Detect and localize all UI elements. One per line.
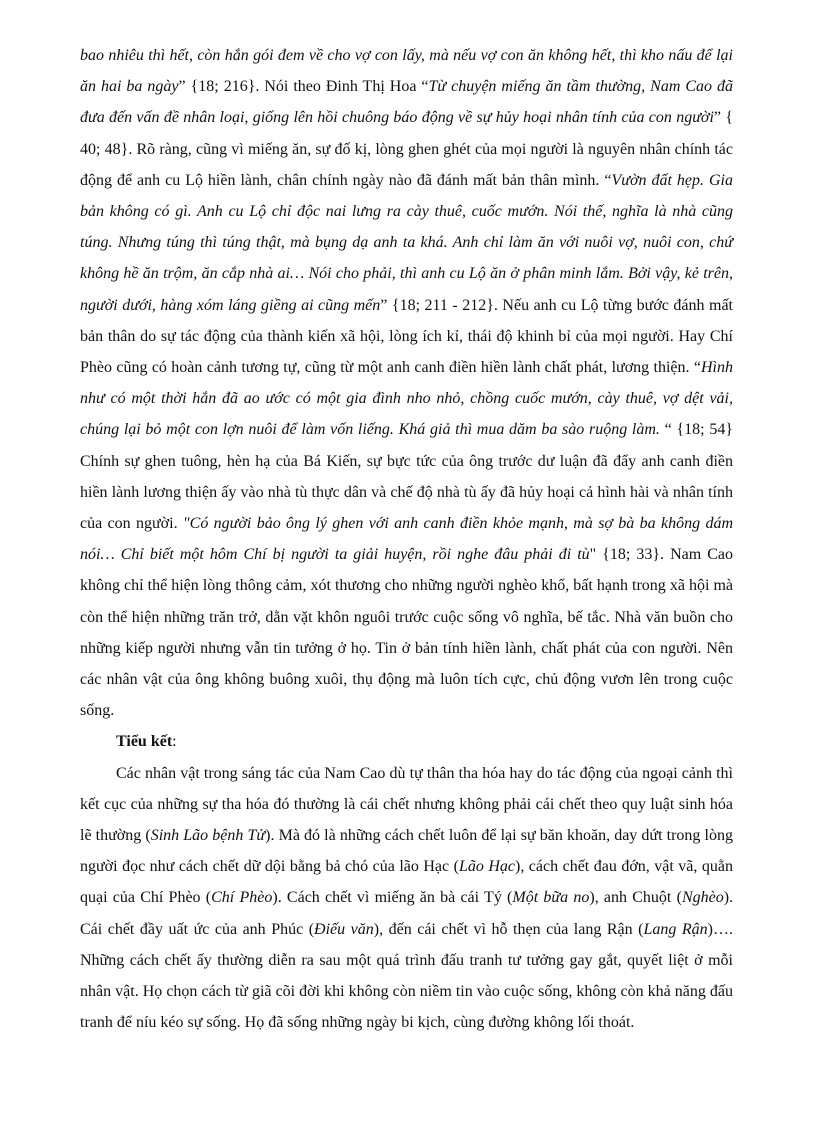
italic-quote-text: Nghèo [681, 889, 724, 907]
body-text: ), anh Chuột ( [589, 889, 682, 907]
section-heading-suffix: : [172, 733, 177, 751]
italic-quote-text: Lang Rận [643, 920, 708, 938]
italic-quote-text: Lão Hạc [458, 858, 515, 876]
body-text: ). Cách chết vì miếng ăn bà cái Tý ( [272, 889, 513, 907]
body-text: Các nhân vật trong sáng tác của Nam Cao dù tự thân tha hóa hay do tác động của ngoại cảnh thì kết cục của những sự tha hóa đó thường là cái chết nhưng không phải cái chết theo quy luật sinh hóa lẽ thường ( [80, 764, 733, 845]
body-text: )…. Những cách chết ấy thường diễn ra sau một quá trình đấu tranh tư tưởng gay gắt, quyết liệt ở mỗi nhân vật. Họ chọn cách từ giã cõi đời khi không còn niềm tin vào cuộc sống, không còn khả năng đấu tranh để níu kéo sự sống. Họ đã sống những ngày bi kịch, cùng đường không lối thoát. [80, 920, 733, 1032]
document-page [80, 40, 733, 1039]
italic-quote-text: bao nhiêu thì hết, còn hắn gói đem về cho vợ con lấy, mà nếu vợ con ăn không hết, thì kho nấu để lại ăn hai ba ngày [80, 47, 733, 96]
italic-quote-text: Vườn đất hẹp. Gia bản không có gì. Anh cu Lộ chỉ độc nai lưng ra cày thuê, cuốc mướn. Nói thế, nghĩa là nhà cũng túng. Nhưng túng thì túng thật, mà bụng dạ anh ta khá. Anh chỉ làm ăn với nuôi vợ, nuôi con, chứ không hề ăn trộm, ăn cắp nhà ai… Nói cho phải, thì anh cu Lộ ăn ở phân minh lắm. Bởi vậy, kẻ trên, người dưới, hàng xóm láng giềng ai cũng mến [80, 171, 733, 314]
body-text: “ {18; 54} Chính sự ghen tuông, hèn hạ của Bá Kiến, sự bực tức của ông trước dư luận đã đẩy anh canh điền hiền lành lương thiện ấy vào nhà tù thực dân và chế độ nhà tù ấy đã hủy hoại cả hình hài và nhân tính của con người. [80, 421, 733, 533]
italic-quote-text: Từ chuyện miếng ăn tầm thường, Nam Cao đã đưa đến vấn đề nhân loại, giống lên hồi chuông báo động về sự hủy hoại nhân tính của con người [80, 78, 734, 127]
body-text: ” {18; 216}. Nói theo Đinh Thị Hoa “ [178, 78, 429, 96]
italic-quote-text: "Có người bảo ông lý ghen với anh canh điền khỏe mạnh, mà sợ bà ba không dám nói… Chỉ biết một hôm Chí bị người ta giải huyện, rồi nghe đâu phải đi tù [80, 515, 733, 564]
body-text: ” { 40; 48}. Rõ ràng, cũng vì miếng ăn, sự đố kị, lòng ghen ghét của mọi người là nguyên nhân chính tác động để anh cu Lộ hiền lành, chân chính ngày nào đã đánh mất bản thân mình. “ [80, 109, 734, 189]
conclusion-paragraph [80, 758, 733, 1039]
body-text: ). Mà đó là những cách chết luôn để lại sự băn khoăn, day dứt trong lòng người đọc như cách chết dữ dội bằng bả chó của lão Hạc ( [80, 827, 733, 876]
body-text: ), đến cái chết vì hỗ thẹn của lang Rận ( [373, 920, 644, 938]
italic-quote-text: Chí Phèo [211, 889, 273, 907]
italic-quote-text: Sinh Lão bệnh Tử [150, 827, 266, 845]
section-heading: Tiểu kết [116, 733, 173, 751]
italic-quote-text: Điếu văn [314, 920, 374, 938]
body-paragraph [80, 40, 733, 726]
italic-quote-text: Một bữa no [512, 889, 590, 907]
section-heading-line [80, 726, 733, 757]
body-text: ), cách chết đau đớn, vật vã, quằn quại của Chí Phèo ( [80, 858, 734, 907]
body-text: " {18; 33}. Nam Cao không chỉ thể hiện lòng thông cảm, xót thương cho những người nghèo khổ, bất hạnh trong xã hội mà còn thể hiện những trăn trở, dằn vặt khôn nguôi trước cuộc sống vô nghĩa, bế tắc. Nhà văn buồn cho những kiếp người nhưng vẫn tin tưởng ở họ. Tin ở bản tính hiền lành, chất phát của con người. Nên các nhân vật của ông không buông xuôi, thụ động mà luôn tích cực, chủ động vươn lên trong cuộc sống. [80, 546, 733, 720]
body-text: ” {18; 211 - 212}. Nếu anh cu Lộ từng bước đánh mất bản thân do sự tác động của thành kiến xã hội, lòng ích kỉ, thái độ khinh bỉ của mọi người. Hay Chí Phèo cũng có hoàn cảnh tương tự, cũng từ một anh canh điền hiền lành chất phát, lương thiện. “ [80, 296, 733, 377]
italic-quote-text: Hình như có một thời hắn đã ao ước có một gia đình nho nhỏ, chồng cuốc mướn, cày thuê, vợ dệt vải, chúng lại bỏ một con lợn nuôi để làm vốn liếng. Khá giả thì mua dăm ba sào ruộng làm. [80, 359, 733, 439]
body-text: ). Cái chết đầy uất ức của anh Phúc ( [80, 889, 734, 938]
